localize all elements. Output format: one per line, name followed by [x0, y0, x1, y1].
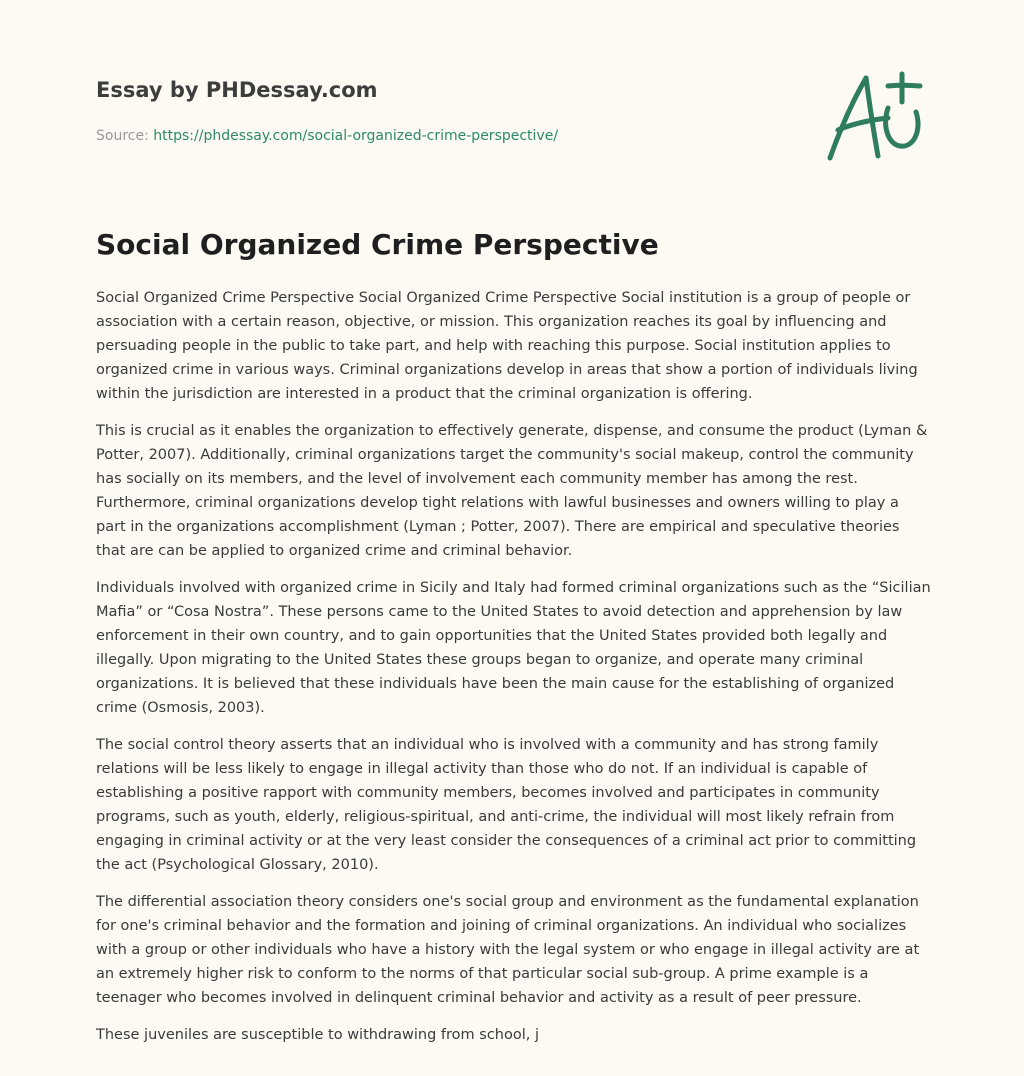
source-line: [96, 126, 796, 146]
essay-header: [96, 76, 796, 146]
essay-paragraph: These juveniles are susceptible to withdrawing from school, j: [96, 1027, 539, 1043]
essay-title: Social Organized Crime Perspective: [96, 228, 659, 261]
a-plus-grade-icon: [822, 68, 926, 164]
essay-paragraph: The differential association theory considers one's social group and environment as the fundamental explanation for one's criminal behavior and the formation and joining of criminal organizations. An individual who socializes with a group or other individuals who have a history with the legal system or who engage in illegal activity are at an extremely higher risk to conform to the norms of that particular social sub-group. A prime example is a teenager who becomes involved in delinquent criminal behavior and activity as a result of peer pressure.: [96, 894, 920, 1006]
source-label: Source:: [96, 128, 154, 144]
essay-paragraph: This is crucial as it enables the organization to effectively generate, dispense, and consume the product (Lyman & Potter, 2007). Additionally, criminal organizations target the community's social makeup, control the community has socially on its members, and the level of involvement each community member has among the rest. Furthermore, criminal organizations develop tight relations with lawful businesses and owners willing to play a part in the organizations accomplishment (Lyman ; Potter, 2007). There are empirical and speculative theories that are can be applied to organized crime and criminal behavior.: [96, 423, 928, 559]
site-brand: Essay by PHDessay.com: [96, 78, 378, 102]
essay-paragraph: Individuals involved with organized crime in Sicily and Italy had formed criminal organizations such as the “Sicilian Mafia” or “Cosa Nostra”. These persons came to the United States to avoid detection and apprehension by law enforcement in their own country, and to gain opportunities that the United States provided both legally and illegally. Upon migrating to the United States these groups began to organize, and operate many criminal organizations. It is believed that these individuals have been the main cause for the establishing of organized crime (Osmosis, 2003).: [96, 580, 931, 716]
source-link[interactable]: https://phdessay.com/social-organized-crime-perspective/: [153, 128, 559, 144]
essay-paragraph: The social control theory asserts that an individual who is involved with a community and has strong family relations will be less likely to engage in illegal activity than those who do not. If an individual is capable of establishing a positive rapport with community members, becomes involved and participates in community programs, such as youth, elderly, religious-spiritual, and anti-crime, the individual will most likely refrain from engaging in criminal activity or at the very least consider the consequences of a criminal act prior to committing the act (Psychological Glossary, 2010).: [96, 737, 917, 873]
essay-body: [96, 286, 932, 1060]
essay-paragraph: Social Organized Crime Perspective Social Organized Crime Perspective Social institution is a group of people or association with a certain reason, objective, or mission. This organization reaches its goal by influencing and persuading people in the public to take part, and help with reaching this purpose. Social institution applies to organized crime in various ways. Criminal organizations develop in areas that show a portion of individuals living within the jurisdiction are interested in a product that the criminal organization is offering.: [96, 290, 918, 402]
